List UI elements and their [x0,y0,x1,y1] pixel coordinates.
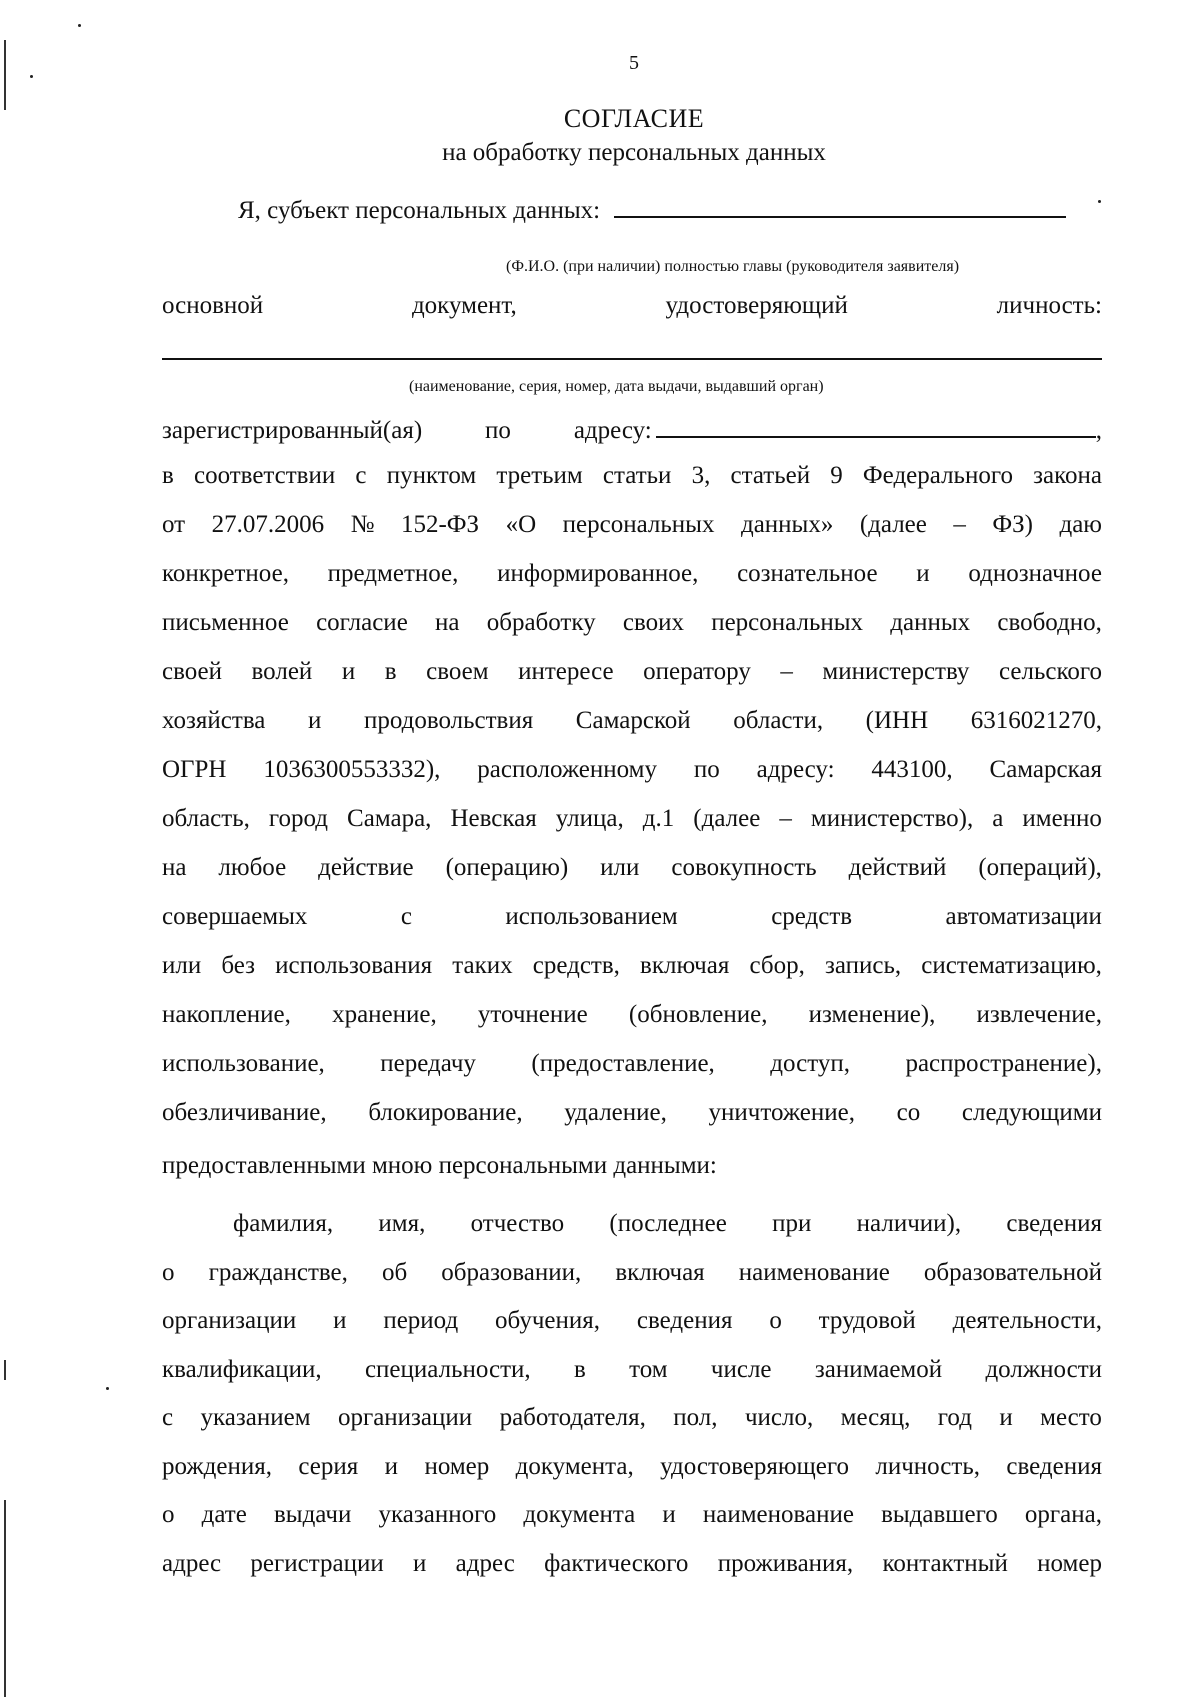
word: квалификации, [162,1356,322,1383]
word: специальности, [364,1356,531,1383]
word: по [693,756,720,783]
word: и [341,658,356,685]
word: фактического [544,1550,689,1577]
word: числе [710,1356,772,1383]
body-line [162,950,1102,982]
word: даю [1059,511,1102,538]
word: однозначное [968,560,1102,587]
word: пол, [673,1404,718,1431]
word: на [435,609,460,636]
registered-address-line [162,412,1102,447]
data-line [233,1208,1102,1240]
word: основной [162,292,264,319]
word: ФЗ) [992,511,1033,538]
registered-word: по [485,417,511,444]
word: месяц, [840,1404,911,1431]
word: хранение, [332,1001,437,1028]
word: со [896,1099,921,1126]
word: д.1 [642,805,675,832]
word: совершаемых [162,903,308,930]
word: таких [452,952,513,979]
body-line [162,509,1102,541]
word: конкретное, [162,560,289,587]
word: о [162,1259,175,1286]
word: 27.07.2006 [211,511,325,538]
scan-speck [30,75,33,78]
word: должности [985,1356,1102,1383]
word: 152-ФЗ [400,511,480,538]
word: следующими [961,1099,1102,1126]
word: дате [201,1501,247,1528]
word: распространение), [905,1050,1102,1077]
word: Невская [450,805,537,832]
word: своем [426,658,489,685]
word: пунктом [386,462,477,489]
word: наименование [738,1259,890,1286]
word: сознательное [737,560,878,587]
word: Самара, [347,805,432,832]
data-line [162,1451,1102,1483]
word: статьи [602,462,672,489]
body-line [162,1048,1102,1080]
word: номер [424,1453,490,1480]
word: наличии), [856,1210,962,1237]
word: контактный [882,1550,1008,1577]
word: удостоверяющий [665,292,848,319]
data-line [162,1257,1102,1289]
word: и [999,1404,1013,1431]
word: город [268,805,329,832]
word: министерству [822,658,970,685]
word: и [413,1550,427,1577]
word: уточнение [477,1001,588,1028]
subject-label: Я, субъект персональных данных: [238,197,601,224]
word: организации [162,1307,297,1334]
body-last-line: предоставленными мною персональными данными: [162,1152,717,1179]
page-subtitle: на обработку персональных данных [442,139,826,166]
word: наименование [702,1501,854,1528]
word: документа, [515,1453,634,1480]
body-line [162,754,1102,786]
word: о [769,1307,782,1334]
scan-edge-mark [4,1500,6,1697]
scan-speck [78,24,81,27]
word: закона [1033,462,1102,489]
subject-caption: (Ф.И.О. (при наличии) полностью главы (руководителя заявителя) [506,258,960,275]
word: образовании, [441,1259,582,1286]
body-line [162,558,1102,590]
word: фамилия, [233,1210,334,1237]
word: использованием [505,903,678,930]
word: год [937,1404,972,1431]
word: оператору [643,658,751,685]
word: третьим [496,462,583,489]
word: регистрации [250,1550,384,1577]
scan-edge-mark [4,40,6,110]
word: проживания, [717,1550,854,1577]
word: в [573,1356,586,1383]
word: «О [505,511,537,538]
id-document-line [162,290,1102,322]
word: продовольствия [363,707,534,734]
word: согласие [316,609,408,636]
body-line [162,852,1102,884]
word: личность: [996,292,1102,319]
word: адресу: [756,756,835,783]
word: средств [771,903,853,930]
word: (операций), [978,854,1102,881]
body-line [162,803,1102,835]
body-line [162,607,1102,639]
word: любое [218,854,287,881]
word: персональных [711,609,864,636]
data-line [162,1402,1102,1434]
registered-tail: , [1095,417,1102,444]
word: блокирование, [368,1099,523,1126]
word: сведения [1006,1453,1102,1480]
subject-fio-blank [614,192,1066,218]
page-number: 5 [629,52,639,74]
registered-word: адресу: [573,417,652,444]
word: при [772,1210,812,1237]
word: и [307,707,322,734]
word: Самарская [989,756,1102,783]
word: Самарской [575,707,691,734]
word: о [162,1501,175,1528]
word: статьей [730,462,811,489]
word: персональных [562,511,715,538]
scan-speck [106,1387,109,1390]
word: обработку [486,609,596,636]
word: интересе [518,658,614,685]
word: период [383,1307,459,1334]
word: выдачи [273,1501,352,1528]
word: улица, [555,805,624,832]
word: – [779,805,792,832]
word: использование, [162,1050,325,1077]
word: или [162,952,202,979]
word: сбор, [749,952,805,979]
word: хозяйства [162,707,266,734]
word: – [780,658,793,685]
word: указанного [378,1501,497,1528]
word: без [221,952,256,979]
word: своих [622,609,684,636]
word: действие [318,854,414,881]
word: передачу [380,1050,476,1077]
word: министерство), [810,805,974,832]
word: отчество [470,1210,565,1237]
data-line [162,1548,1102,1580]
word: об [381,1259,408,1286]
body-line [162,656,1102,688]
word: и [662,1501,676,1528]
word: ОГРН [162,756,227,783]
word: удостоверяющего [660,1453,849,1480]
word: или [600,854,640,881]
registered-word: зарегистрированный(ая) [162,417,423,444]
address-blank [656,412,1096,438]
word: совокупность [671,854,817,881]
word: область, [162,805,250,832]
word: (последнее [609,1210,727,1237]
word: 3, [691,462,711,489]
word: Федерального [862,462,1013,489]
word: № [350,511,375,538]
page-title: СОГЛАСИЕ [563,104,705,133]
word: обучения, [495,1307,600,1334]
word: сведения [636,1307,733,1334]
word: письменное [162,609,289,636]
word: указанием [200,1404,311,1431]
word: номер [1037,1550,1102,1577]
word: в [162,462,174,489]
word: запись, [824,952,902,979]
word: 6316021270, [970,707,1102,734]
word: использования [275,952,433,979]
word: области, [733,707,824,734]
scan-edge-mark [4,1360,6,1380]
id-document-caption: (наименование, серия, номер, дата выдачи, выдавший орган) [409,378,824,395]
word: удаление, [564,1099,667,1126]
word: доступ, [770,1050,850,1077]
data-line [162,1305,1102,1337]
word: документ, [411,292,517,319]
word: (ИНН [865,707,929,734]
word: соответствии [193,462,336,489]
word: личность, [875,1453,980,1480]
word: включая [640,952,730,979]
word: информированное, [497,560,699,587]
word: волей [251,658,313,685]
word: в [384,658,397,685]
word: организации [337,1404,473,1431]
word: систематизацию, [921,952,1102,979]
word: средств, [532,952,620,979]
body-line [162,999,1102,1031]
word: – [953,511,966,538]
word: место [1040,1404,1102,1431]
word: с [162,1404,174,1431]
word: и [384,1453,399,1480]
word: автоматизации [945,903,1102,930]
word: органа, [1024,1501,1102,1528]
word: серия [298,1453,359,1480]
body-line [162,1097,1102,1129]
body-line [162,460,1102,492]
word: уничтожение, [708,1099,855,1126]
word: (далее [859,511,927,538]
word: 443100, [871,756,953,783]
word: именно [1022,805,1102,832]
word: сведения [1006,1210,1102,1237]
word: и [916,560,930,587]
data-line [162,1354,1102,1386]
word: работодателя, [499,1404,646,1431]
word: адрес [162,1550,222,1577]
body-line [162,901,1102,933]
word: данных» [740,511,834,538]
word: изменение), [808,1001,936,1028]
word: обезличивание, [162,1099,327,1126]
word: извлечение, [976,1001,1102,1028]
word: и [333,1307,347,1334]
word: 9 [830,462,843,489]
word: накопление, [162,1001,291,1028]
word: свободно, [997,609,1102,636]
word: рождения, [162,1453,272,1480]
word: адрес [455,1550,515,1577]
word: 1036300553332), [263,756,441,783]
data-line [162,1499,1102,1531]
word: (предоставление, [531,1050,715,1077]
word: включая [615,1259,705,1286]
word: с [400,903,412,930]
word: предметное, [327,560,459,587]
word: занимаемой [814,1356,943,1383]
word: образовательной [923,1259,1102,1286]
word: сельского [998,658,1102,685]
word: данных [890,609,971,636]
word: том [629,1356,668,1383]
word: своей [162,658,223,685]
word: выдавшего [881,1501,998,1528]
word: действий [848,854,947,881]
word: деятельности, [952,1307,1102,1334]
word: от [162,511,186,538]
word: расположенному [477,756,658,783]
word: число, [744,1404,814,1431]
word: трудовой [818,1307,916,1334]
word: (обновление, [628,1001,768,1028]
word: документа [523,1501,636,1528]
word: с [355,462,367,489]
word: (операцию) [445,854,569,881]
word: гражданстве, [208,1259,348,1286]
word: (далее [693,805,761,832]
word: имя, [378,1210,426,1237]
subject-line [238,192,1108,227]
body-line [162,705,1102,737]
id-document-blank [162,358,1102,360]
word: на [162,854,187,881]
word: а [992,805,1004,832]
